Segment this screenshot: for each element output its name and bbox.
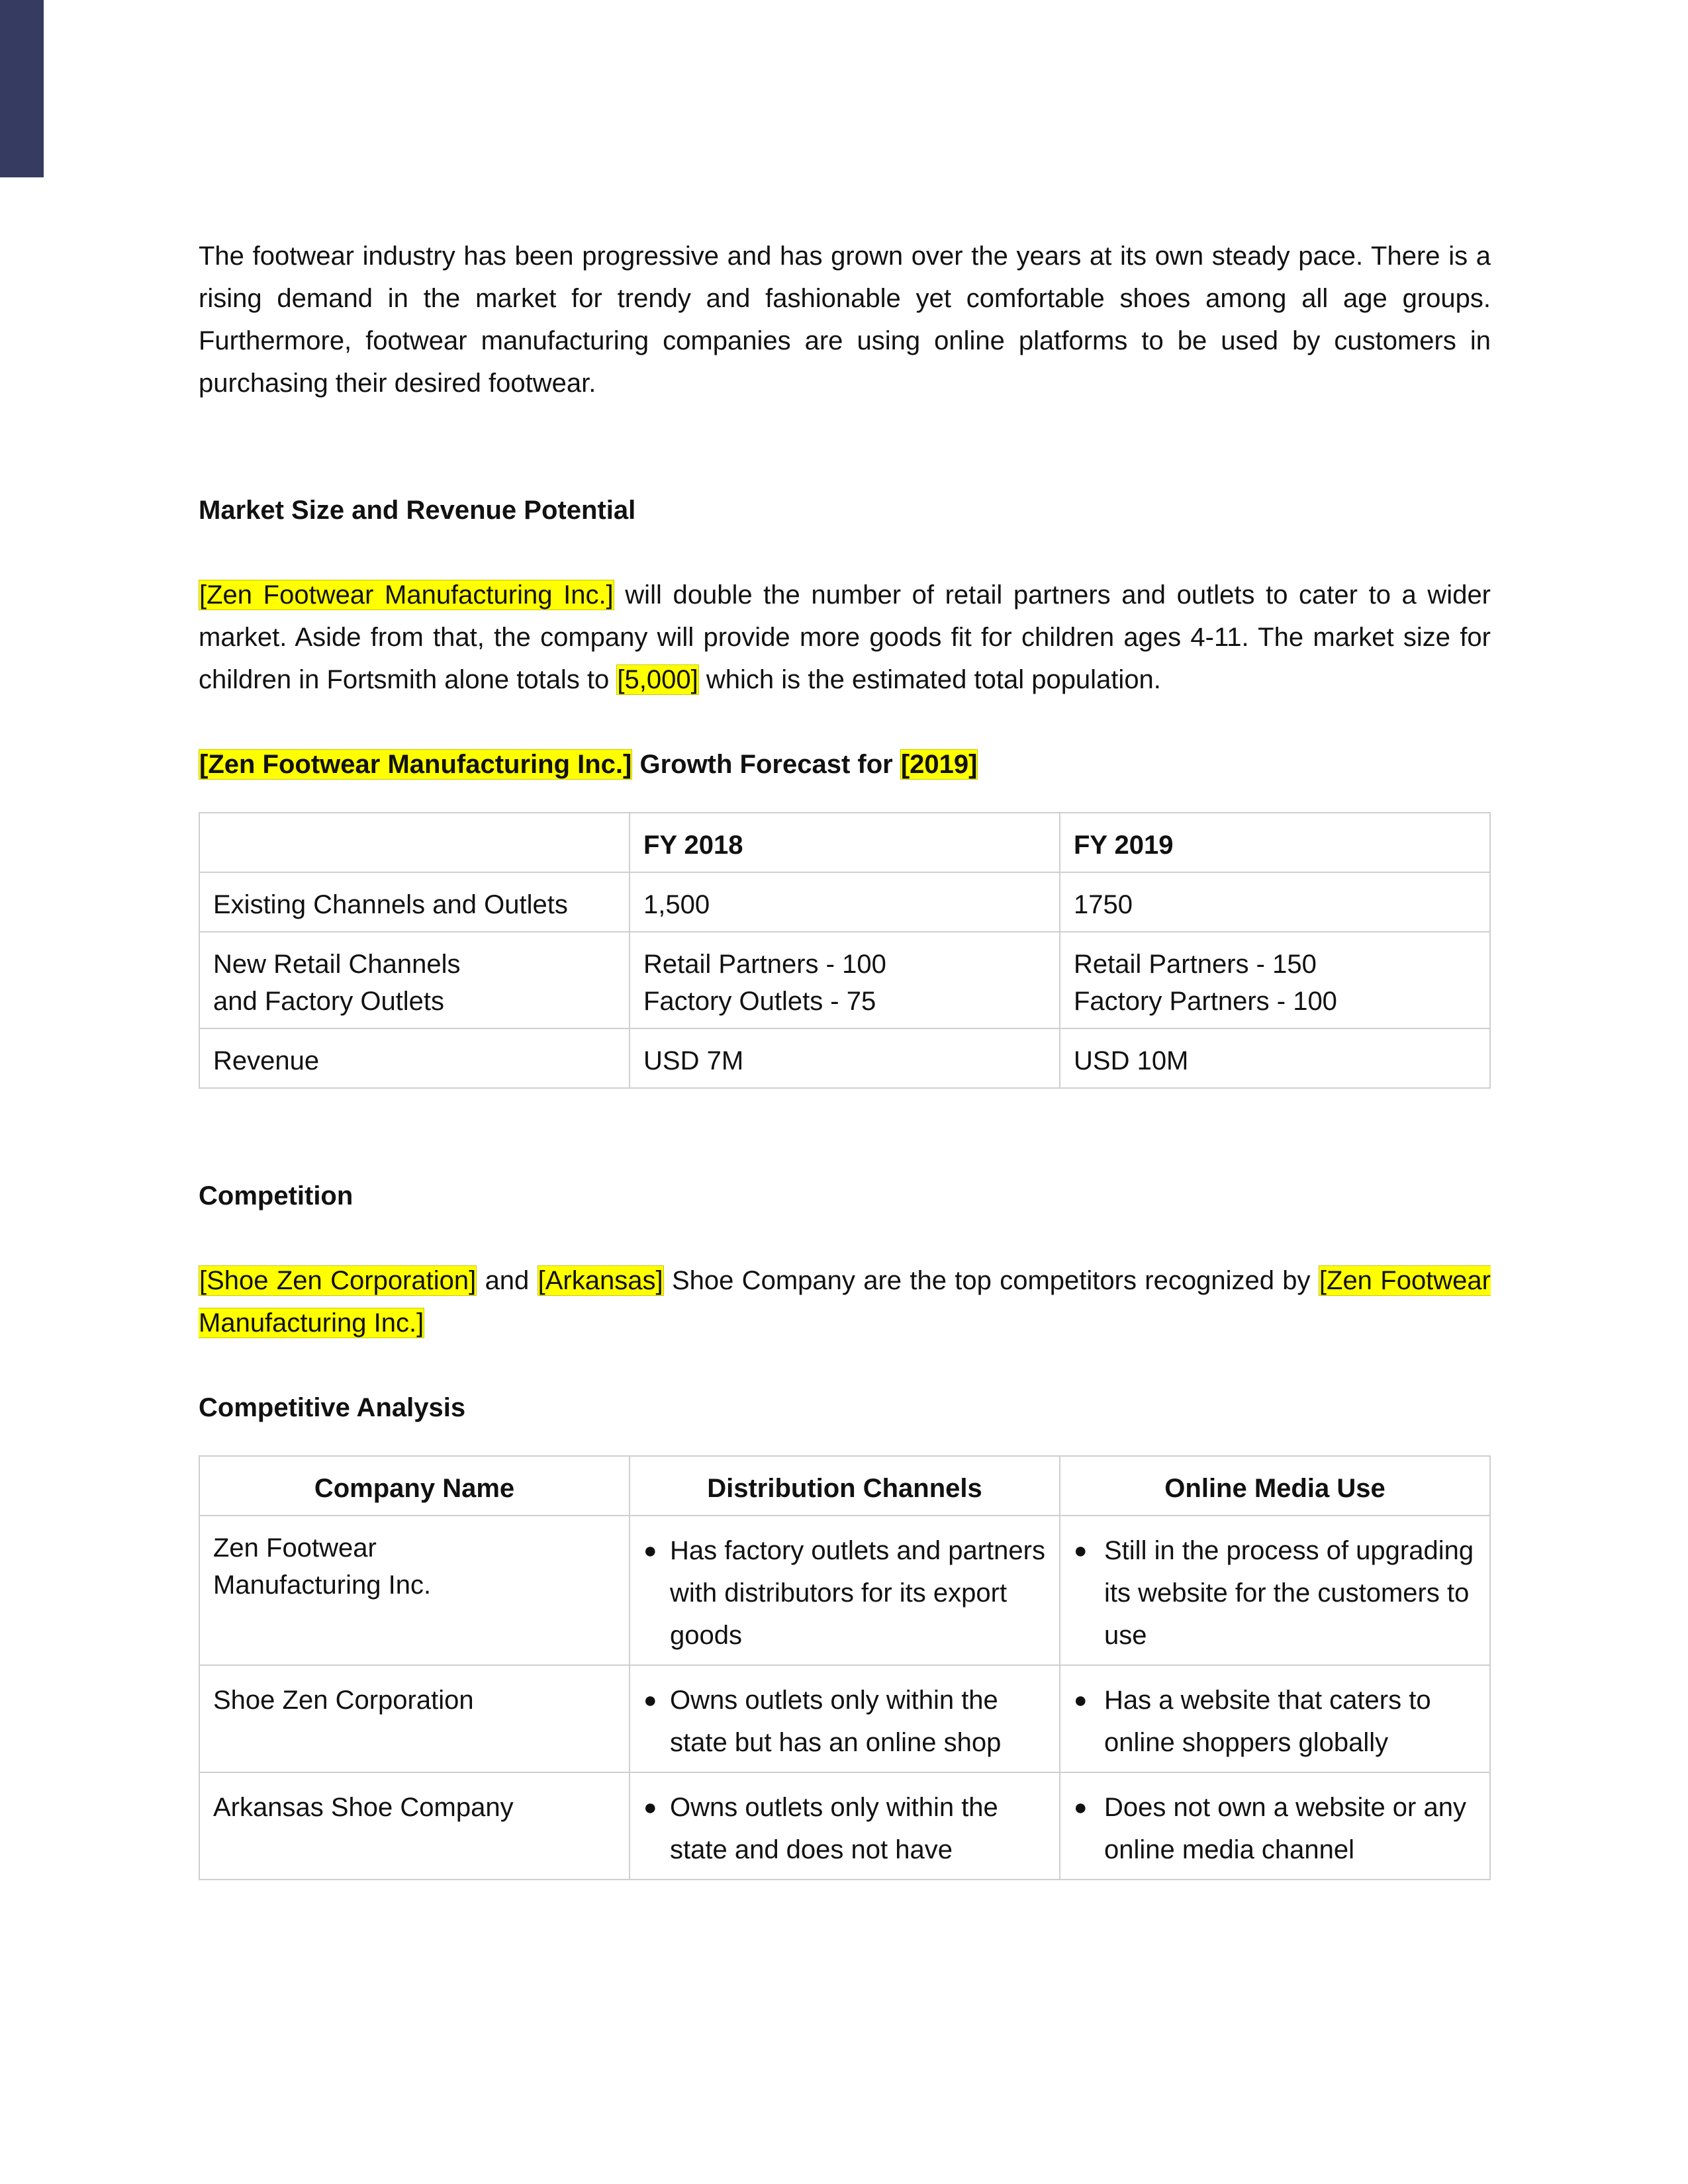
competitive-analysis-table xyxy=(199,1455,1491,1880)
table-cell xyxy=(1060,932,1490,1028)
cell-line: Factory Outlets - 75 xyxy=(643,987,876,1016)
table-cell xyxy=(630,932,1060,1028)
table-header-cell xyxy=(199,813,630,872)
row-label xyxy=(199,932,630,1028)
online-media-cell xyxy=(1060,1772,1490,1880)
table-header-cell: FY 2019 xyxy=(1060,813,1490,872)
document-body xyxy=(199,235,1491,1880)
table-header-row xyxy=(199,813,1490,872)
highlight-company-name: [Zen Footwear Manufacturing Inc.] xyxy=(199,1266,1491,1338)
bullet-item: ● Owns outlets only within the state and does not have xyxy=(643,1786,1046,1871)
distribution-cell xyxy=(630,1665,1060,1772)
highlight-population: [5,000] xyxy=(617,665,698,694)
growth-forecast-table xyxy=(199,812,1491,1089)
competition-heading: Competition xyxy=(199,1181,353,1210)
highlight-company-name: [Zen Footwear Manufacturing Inc.] xyxy=(199,580,614,610)
bullet-item: ● Does not own a website or any online media channel xyxy=(1074,1786,1476,1871)
table-cell: 1,500 xyxy=(630,872,1060,932)
online-media-cell xyxy=(1060,1665,1490,1772)
table-header-cell: Distribution Channels xyxy=(630,1456,1060,1516)
market-size-heading: Market Size and Revenue Potential xyxy=(199,496,636,525)
competition-paragraph xyxy=(199,1259,1491,1344)
bullet-item: ● Has a website that caters to online shoppers globally xyxy=(1074,1679,1476,1764)
cell-line: Manufacturing Inc. xyxy=(213,1570,432,1600)
table-header-cell: Company Name xyxy=(199,1456,630,1516)
bullet-item: ● Owns outlets only within the state but has an online shop xyxy=(643,1679,1046,1764)
highlight-competitor-2: [Arkansas] xyxy=(538,1266,663,1295)
highlight-company-name: [Zen Footwear Manufacturing Inc.] xyxy=(199,750,632,779)
competition-text-mid: Shoe Company are the top competitors recognized by xyxy=(663,1266,1319,1295)
table-row xyxy=(199,1772,1490,1880)
online-media-cell xyxy=(1060,1516,1490,1665)
bullet-item: ● Still in the process of upgrading its website for the customers to use xyxy=(1074,1529,1476,1657)
competitive-analysis-heading: Competitive Analysis xyxy=(199,1393,466,1422)
row-label: Revenue xyxy=(199,1028,630,1088)
highlight-competitor-1: [Shoe Zen Corporation] xyxy=(199,1266,477,1295)
intro-paragraph: The footwear industry has been progressive and has grown over the years at its own steady pace. There is a rising demand in the market for trendy and fashionable yet comfortable shoes among all age groups. Furthermore, footwear manufacturing companies are using online platforms to be used by customers in purchasing their desired footwear. xyxy=(199,242,1491,398)
company-name-cell xyxy=(199,1516,630,1665)
table-header-cell: Online Media Use xyxy=(1060,1456,1490,1516)
competition-text-and: and xyxy=(477,1266,538,1295)
highlight-year: [2019] xyxy=(900,750,978,779)
distribution-cell xyxy=(630,1516,1060,1665)
distribution-cell xyxy=(630,1772,1060,1880)
table-cell: 1750 xyxy=(1060,872,1490,932)
table-row xyxy=(199,1665,1490,1772)
bullet-item: ● Has factory outlets and partners with distributors for its export goods xyxy=(643,1529,1046,1657)
cell-line: Retail Partners - 150 xyxy=(1074,950,1317,979)
table-row xyxy=(199,872,1490,932)
table-cell: USD 7M xyxy=(630,1028,1060,1088)
cell-line: and Factory Outlets xyxy=(213,987,445,1016)
forecast-heading-text: Growth Forecast for xyxy=(632,750,900,779)
page-accent-bar xyxy=(0,0,44,177)
table-header-cell: FY 2018 xyxy=(630,813,1060,872)
market-size-paragraph xyxy=(199,574,1491,701)
cell-line: Factory Partners - 100 xyxy=(1074,987,1337,1016)
table-header-row xyxy=(199,1456,1490,1516)
market-text-2: which is the estimated total population. xyxy=(698,665,1161,694)
cell-line: Zen Footwear xyxy=(213,1533,377,1563)
company-name-cell: Shoe Zen Corporation xyxy=(199,1665,630,1772)
table-row xyxy=(199,932,1490,1028)
table-cell: USD 10M xyxy=(1060,1028,1490,1088)
row-label: Existing Channels and Outlets xyxy=(199,872,630,932)
growth-forecast-heading xyxy=(199,743,1491,786)
table-row xyxy=(199,1028,1490,1088)
cell-line: New Retail Channels xyxy=(213,950,461,979)
table-row xyxy=(199,1516,1490,1665)
market-text-1: will double the number of retail partners and outlets to cater to a wider market. Aside from that, the company will provide more goods fit for children ages 4-11. The market size for children in Fortsmith alone totals to xyxy=(199,580,1491,694)
company-name-cell: Arkansas Shoe Company xyxy=(199,1772,630,1880)
cell-line: Retail Partners - 100 xyxy=(643,950,886,979)
